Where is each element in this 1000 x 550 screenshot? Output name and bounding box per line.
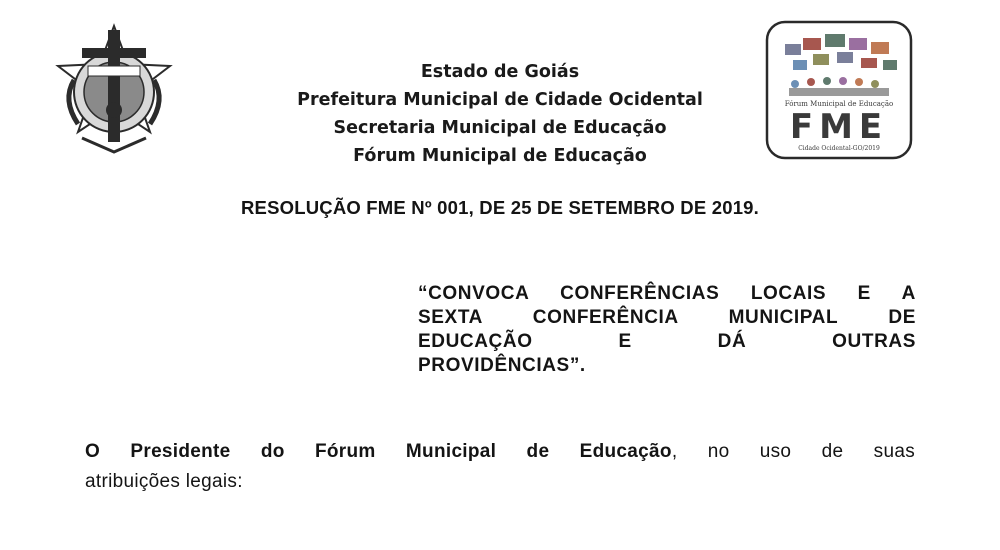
summary-line: “CONVOCA CONFERÊNCIAS LOCAIS E A — [418, 283, 916, 304]
coat-of-arms-icon — [48, 20, 180, 162]
fme-logo-subtitle: Fórum Municipal de Educação — [784, 100, 894, 108]
preamble-text: , no uso de suas — [671, 441, 915, 462]
summary-line: SEXTA CONFERÊNCIA MUNICIPAL DE — [418, 307, 916, 328]
preamble-bold-subject: O Presidente do Fórum Municipal de Educação — [85, 441, 672, 462]
header-line-prefecture: Prefeitura Municipal de Cidade Ocidental — [297, 90, 703, 110]
fme-logo-icon — [765, 20, 913, 160]
resolution-summary — [418, 282, 916, 378]
header-line-secretariat: Secretaria Municipal de Educação — [333, 118, 667, 138]
header-line-forum: Fórum Municipal de Educação — [353, 146, 647, 166]
fme-logo-footer: Cidade Ocidental-GO/2019 — [798, 145, 880, 152]
institution-header — [250, 58, 750, 170]
fme-logo-acronym: FME — [789, 107, 889, 147]
summary-line: EDUCAÇÃO E DÁ OUTRAS — [418, 331, 916, 352]
resolution-title: RESOLUÇÃO FME Nº 001, DE 25 DE SETEMBRO DE 2019. — [240, 197, 760, 218]
preamble-paragraph — [85, 437, 915, 467]
summary-line: PROVIDÊNCIAS”. — [418, 355, 586, 376]
header-line-state: Estado de Goiás — [420, 62, 580, 82]
preamble-continuation: atribuições legais: — [85, 471, 243, 492]
